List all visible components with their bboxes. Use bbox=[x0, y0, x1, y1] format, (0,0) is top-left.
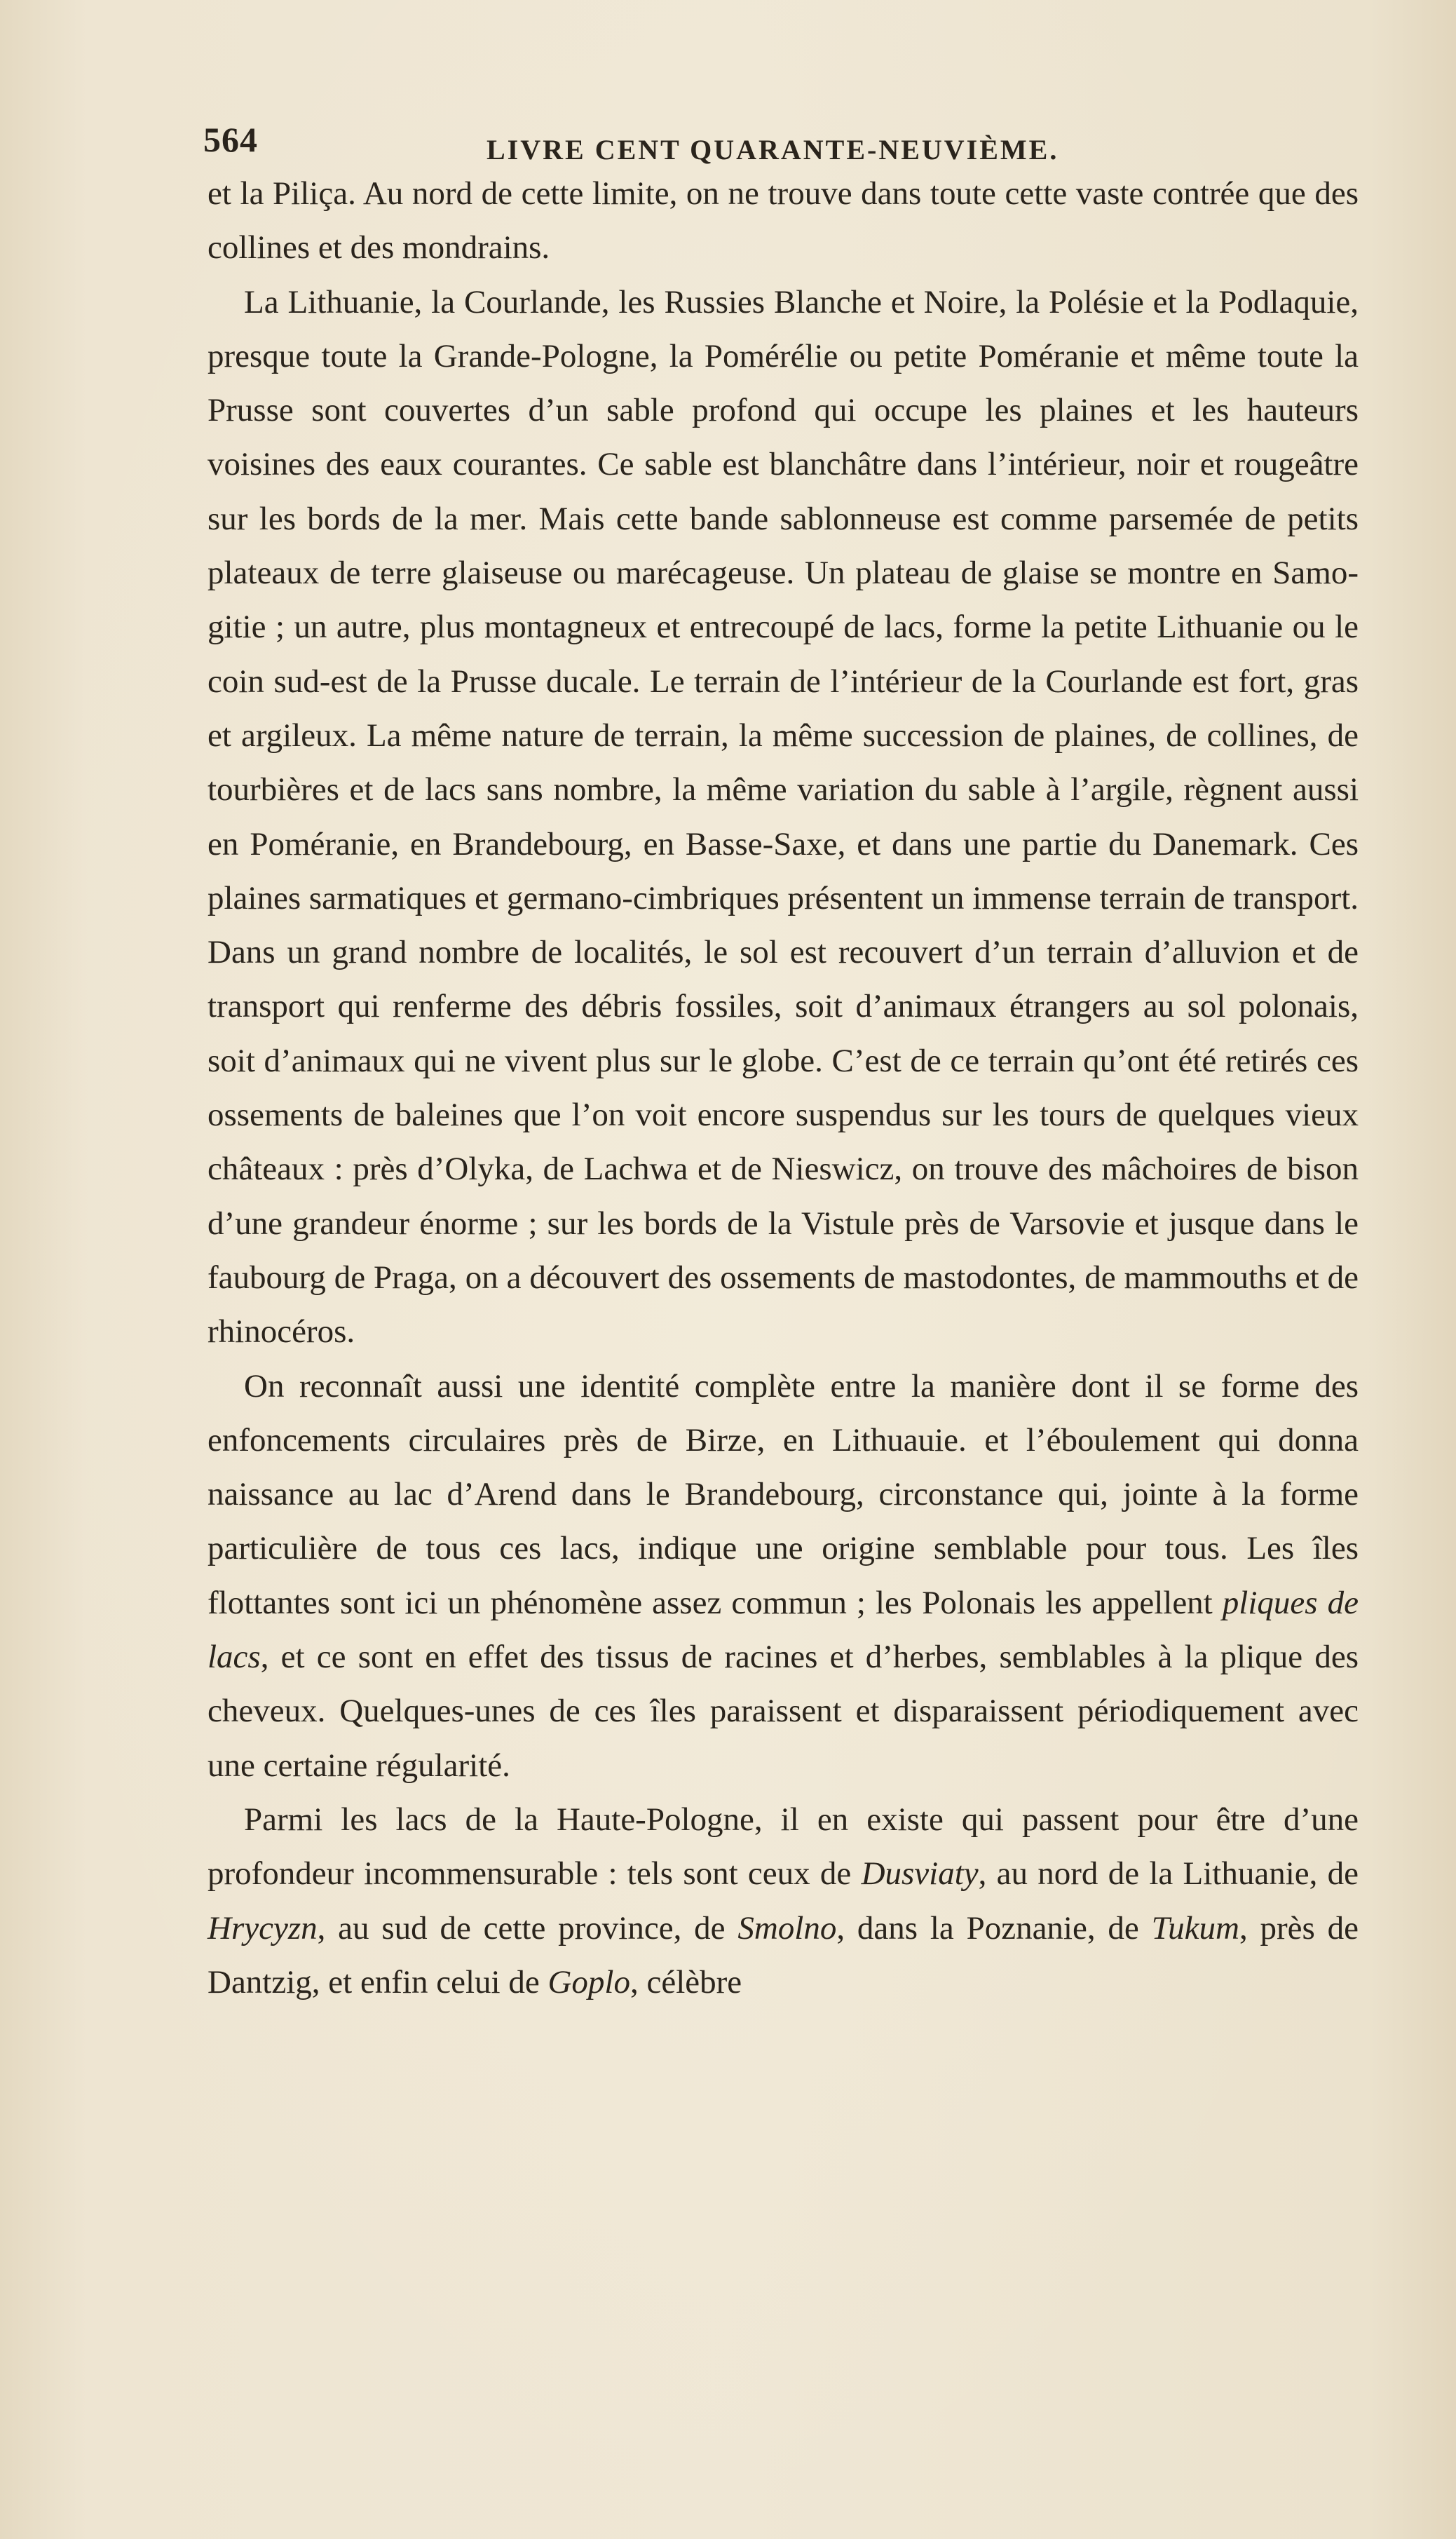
paragraph-2-text: La Lithuanie, la Courlande, les Russies Blanche et Noire, la Polésie et la Podlaquie, presque toute la Grande-Pologne, la Pomérélie ou petite Poméranie et même toute la Prusse sont couvertes d’un sable profond qui occupe les plaines et les hauteurs voisines des eaux courantes. Ce sable est blanchâtre dans l’intérieur, noir et rougeâtre sur les bords de la mer. Mais cette bande sablonneuse est comme parsemée de petits plateaux de terre glaiseuse ou marécageuse. Un plateau de glaise se montre en Samogitie ; un autre, plus montagneux et entrecoupé de lacs, forme la petite Lithuanie ou le coin sud-est de la Prusse ducale. Le terrain de l’intérieur de la Courlande est fort, gras et argileux. La même nature de terrain, la même succession de plaines, de collines, de tourbières et de lacs sans nombre, la même variation du sable à l’argile, règnent aussi en Poméranie, en Brandebourg, en Basse-Saxe, et dans une partie du Danemark. Ces plaines sarmatiques et germano-cimbriques présentent un immense terrain de transport. Dans un grand nombre de localités, le sol est recouvert d’un terrain d’alluvion et de transport qui renferme des débris fossiles, soit d’animaux étrangers au sol polonais, soit d’animaux qui ne vivent plus sur le globe. C’est de ce terrain qu’ont été retirés ces ossements de baleines que l’on voit encore suspendus sur les tours de quelques vieux châteaux : près d’Olyka, de Lachwa et de Nieswicz, on trouve des mâchoires de bison d’une grandeur énorme ; sur les bords de la Vistule près de Varsovie et jusque dans le faubourg de Praga, on a découvert des ossements de mastodontes, de mammouths et de rhinocéros. bbox=[207, 283, 1359, 1350]
paragraph-4-text-1: Parmi les lacs de la Haute-Pologne, il en existe qui passent pour être d’une profondeur incommensurable : tels sont ceux de bbox=[207, 1801, 1359, 1893]
body-text bbox=[207, 167, 1359, 2010]
paragraph-4-text-4: , dans la Poznanie, de bbox=[836, 1909, 1152, 1946]
paragraph-4 bbox=[207, 1793, 1359, 2010]
paragraph-3-emphasis: pliques de lacs bbox=[207, 1584, 1359, 1676]
paragraph-4-text-2: , au nord de la Lithuanie, de bbox=[978, 1855, 1359, 1893]
running-title: LIVRE CENT QUARANTE-NEUVIÈME. bbox=[487, 134, 1059, 165]
paragraph-1 bbox=[207, 167, 1359, 276]
paragraph-3-text-before: On reconnaît aussi une identité complète entre la manière dont il se forme des enfoncements circulaires près de Birze, en Lithuauie. et l’éboulement qui donna naissance au lac d’Arend dans le Brandebourg, circonstance qui, jointe à la forme particulière de tous ces lacs, indique une origine semblable pour tous. Les îles flottantes sont ici un phénomène assez commun ; les Polonais les appellent bbox=[207, 1367, 1359, 1621]
lake-name-goplo: Goplo bbox=[547, 1963, 630, 2000]
paragraph-4-text-3: , au sud de cette province, de bbox=[317, 1909, 738, 1946]
lake-name-smolno: Smolno bbox=[737, 1909, 837, 1946]
paragraph-4-text-6: , célèbre bbox=[630, 1963, 742, 2000]
paragraph-2 bbox=[207, 276, 1359, 1360]
lake-name-hrycyzn: Hrycyzn bbox=[207, 1909, 318, 1946]
paragraph-4-text-5: , près de Dantzig, et enfin celui de bbox=[207, 1909, 1359, 2000]
page-header bbox=[203, 119, 1360, 168]
paragraph-1-text: et la Piliça. Au nord de cette limite, on ne trouve dans toute cette vaste contrée que des collines et des mondrains. bbox=[207, 175, 1359, 266]
paragraph-3 bbox=[207, 1360, 1359, 1793]
page-number: 564 bbox=[203, 120, 258, 159]
lake-name-dusviaty: Dusviaty bbox=[861, 1855, 979, 1893]
lake-name-tukum: Tukum bbox=[1151, 1909, 1239, 1946]
paragraph-3-text-after: , et ce sont en effet des tissus de racines et d’herbes, semblables à la plique des cheveux. Quelques-unes de ces îles paraissent et disparaissent périodiquement avec une certaine régularité. bbox=[207, 1639, 1359, 1784]
